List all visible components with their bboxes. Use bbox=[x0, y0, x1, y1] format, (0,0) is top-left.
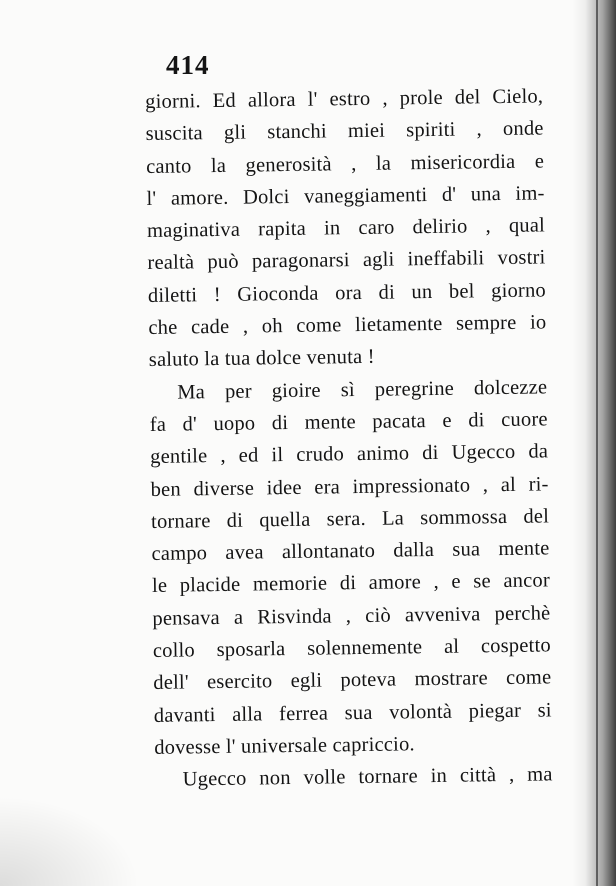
binding-edge bbox=[596, 0, 598, 886]
text-line: davanti alla ferrea sua volontà piegar si bbox=[153, 699, 552, 727]
text-line: pensava a Risvinda , ciò avveniva perchè bbox=[152, 602, 551, 630]
text-line: tornare di quella sera. La sommossa del bbox=[150, 505, 550, 533]
text-line: saluto la tua dolce venuta ! bbox=[148, 346, 375, 372]
text-line: fa d' uopo di mente pacata e di cuore bbox=[149, 408, 548, 436]
text-line: suscita gli stanchi miei spiriti , onde bbox=[145, 117, 544, 146]
text-line: Ugecco non volle tornare in città , ma bbox=[182, 763, 553, 791]
page-number: 414 bbox=[166, 50, 210, 80]
text-line: campo avea allontanato dalla sua mente bbox=[151, 537, 550, 566]
text-line: le placide memorie di amore , e se ancor bbox=[151, 569, 551, 598]
text-line: dell' esercito egli poteva mostrare come bbox=[153, 666, 552, 695]
text-line: Ma per gioire sì peregrine dolcezze bbox=[177, 376, 548, 404]
text-line: l' amore. Dolci vaneggiamenti d' una im- bbox=[146, 182, 545, 210]
text-line: ben diverse idee era impressionato , al ri- bbox=[150, 472, 549, 501]
text-line: canto la generosità , la misericordia e bbox=[145, 150, 545, 178]
text-line: collo sposarla solennemente al cospetto bbox=[152, 634, 552, 662]
body-text bbox=[145, 80, 553, 796]
text-line: realtà può paragonarsi agli ineffabili vostri bbox=[147, 246, 546, 275]
text-line: diletti ! Gioconda ora di un bel giorno bbox=[147, 279, 547, 307]
text-line: che cade , oh come lietamente sempre io bbox=[148, 311, 547, 340]
text-line: gentile , ed il crudo animo di Ugecco da bbox=[150, 440, 549, 469]
text-line: dovesse l' universale capriccio. bbox=[154, 733, 415, 759]
binding-shadow bbox=[572, 0, 616, 886]
page-edge-scuff bbox=[0, 796, 140, 886]
text-line: giorni. Ed allora l' estro , prole del Cielo, bbox=[145, 85, 544, 113]
text-line: maginativa rapita in caro delirio , qual bbox=[146, 214, 546, 243]
